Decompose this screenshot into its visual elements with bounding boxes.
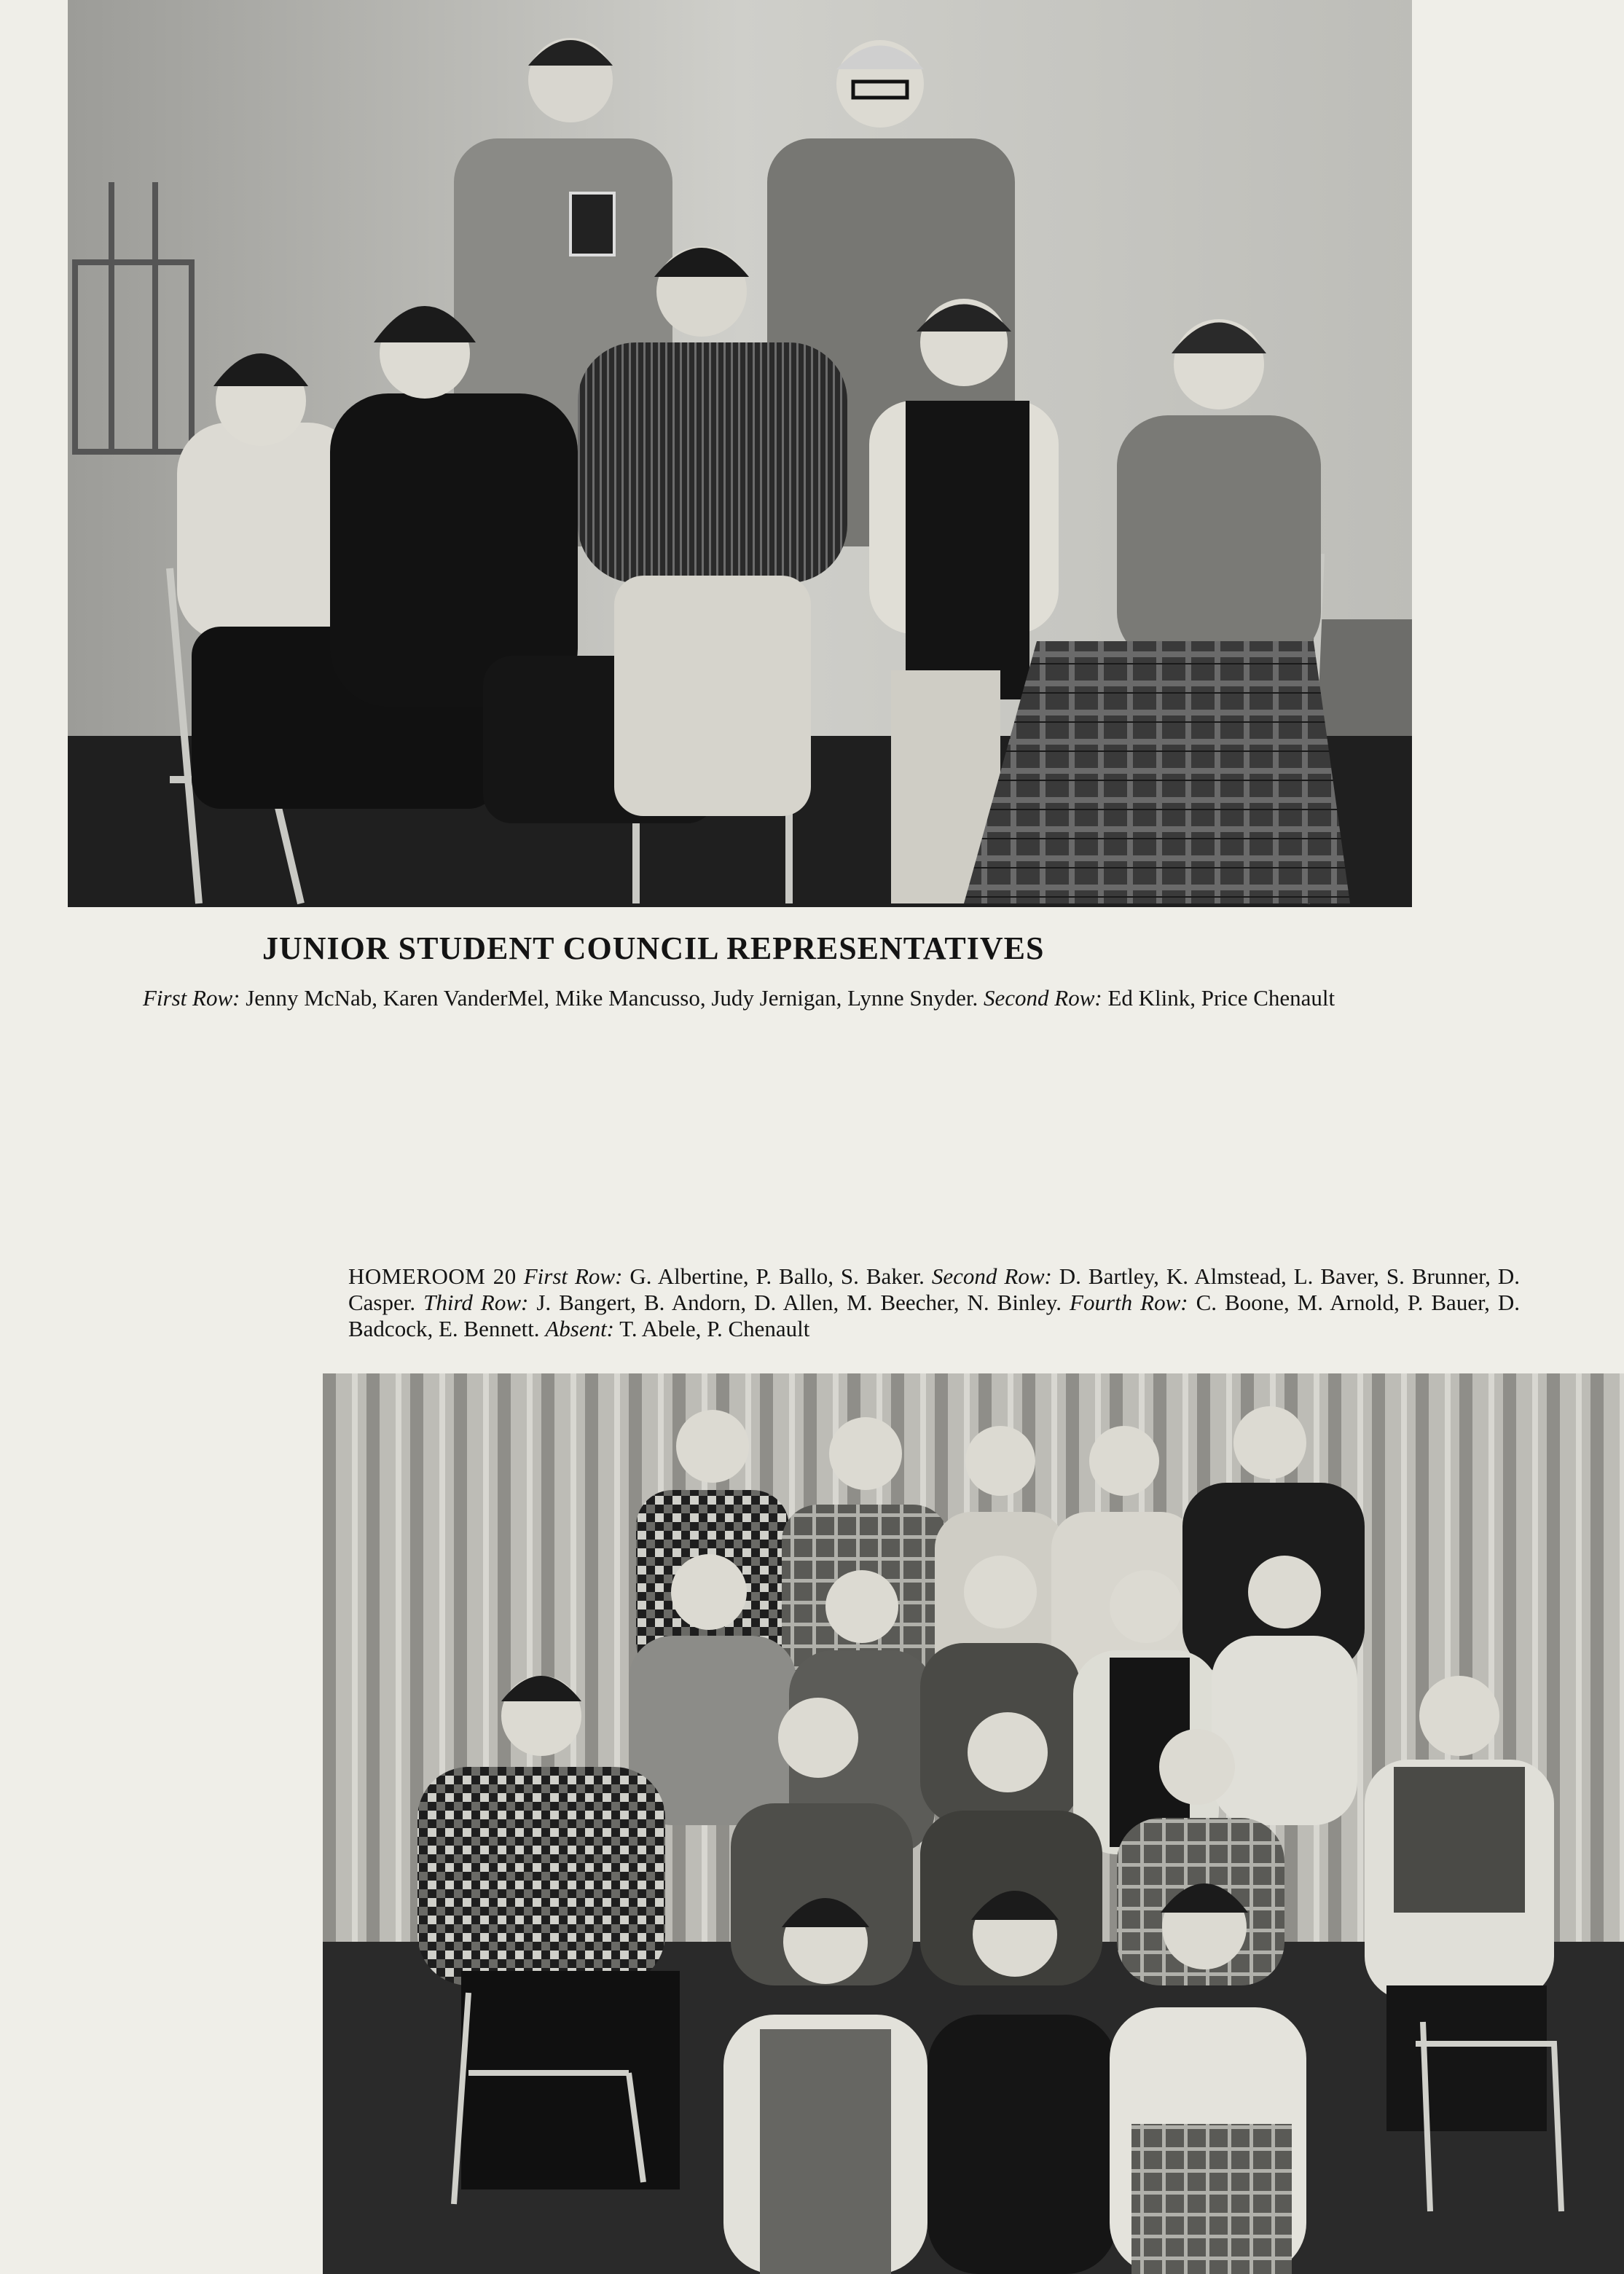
homeroom-photo-image xyxy=(323,1373,1624,2274)
council-photo-image xyxy=(68,0,1412,907)
hr-third-row-names: J. Bangert, B. Andorn, D. Allen, M. Beecher, N. Binley. xyxy=(536,1290,1062,1315)
council-group-photo xyxy=(68,0,1412,907)
hr-absent-names: T. Abele, P. Chenault xyxy=(619,1316,810,1341)
hr-third-row-label: Third Row: xyxy=(423,1290,529,1315)
hr-second-row-names: D. Bartley, K. Almstead, L. Baver, S. Brunner, D. Casper. xyxy=(348,1263,1521,1315)
first-row-names: Jenny McNab, Karen VanderMel, Mike Mancusso, Judy Jernigan, Lynne Snyder. xyxy=(246,985,978,1011)
homeroom-group-photo xyxy=(323,1373,1624,2274)
homeroom-caption xyxy=(348,1263,1520,1342)
hr-fourth-row-names: C. Boone, M. Arnold, P. Bauer, D. Badcock, E. Bennett. xyxy=(348,1290,1521,1341)
hr-absent-label: Absent: xyxy=(545,1316,615,1341)
council-caption xyxy=(143,985,1351,1011)
second-row-label: Second Row: xyxy=(984,985,1102,1011)
homeroom-title: HOMEROOM 20 xyxy=(348,1263,517,1289)
hr-first-row-names: G. Albertine, P. Ballo, S. Baker. xyxy=(629,1263,925,1289)
hr-fourth-row-label: Fourth Row: xyxy=(1070,1290,1188,1315)
hr-second-row-label: Second Row: xyxy=(931,1263,1052,1289)
second-row-names: Ed Klink, Price Chenault xyxy=(1107,985,1335,1011)
hr-first-row-label: First Row: xyxy=(523,1263,623,1289)
council-heading: JUNIOR STUDENT COUNCIL REPRESENTATIVES xyxy=(262,930,1045,966)
first-row-label: First Row: xyxy=(143,985,240,1011)
